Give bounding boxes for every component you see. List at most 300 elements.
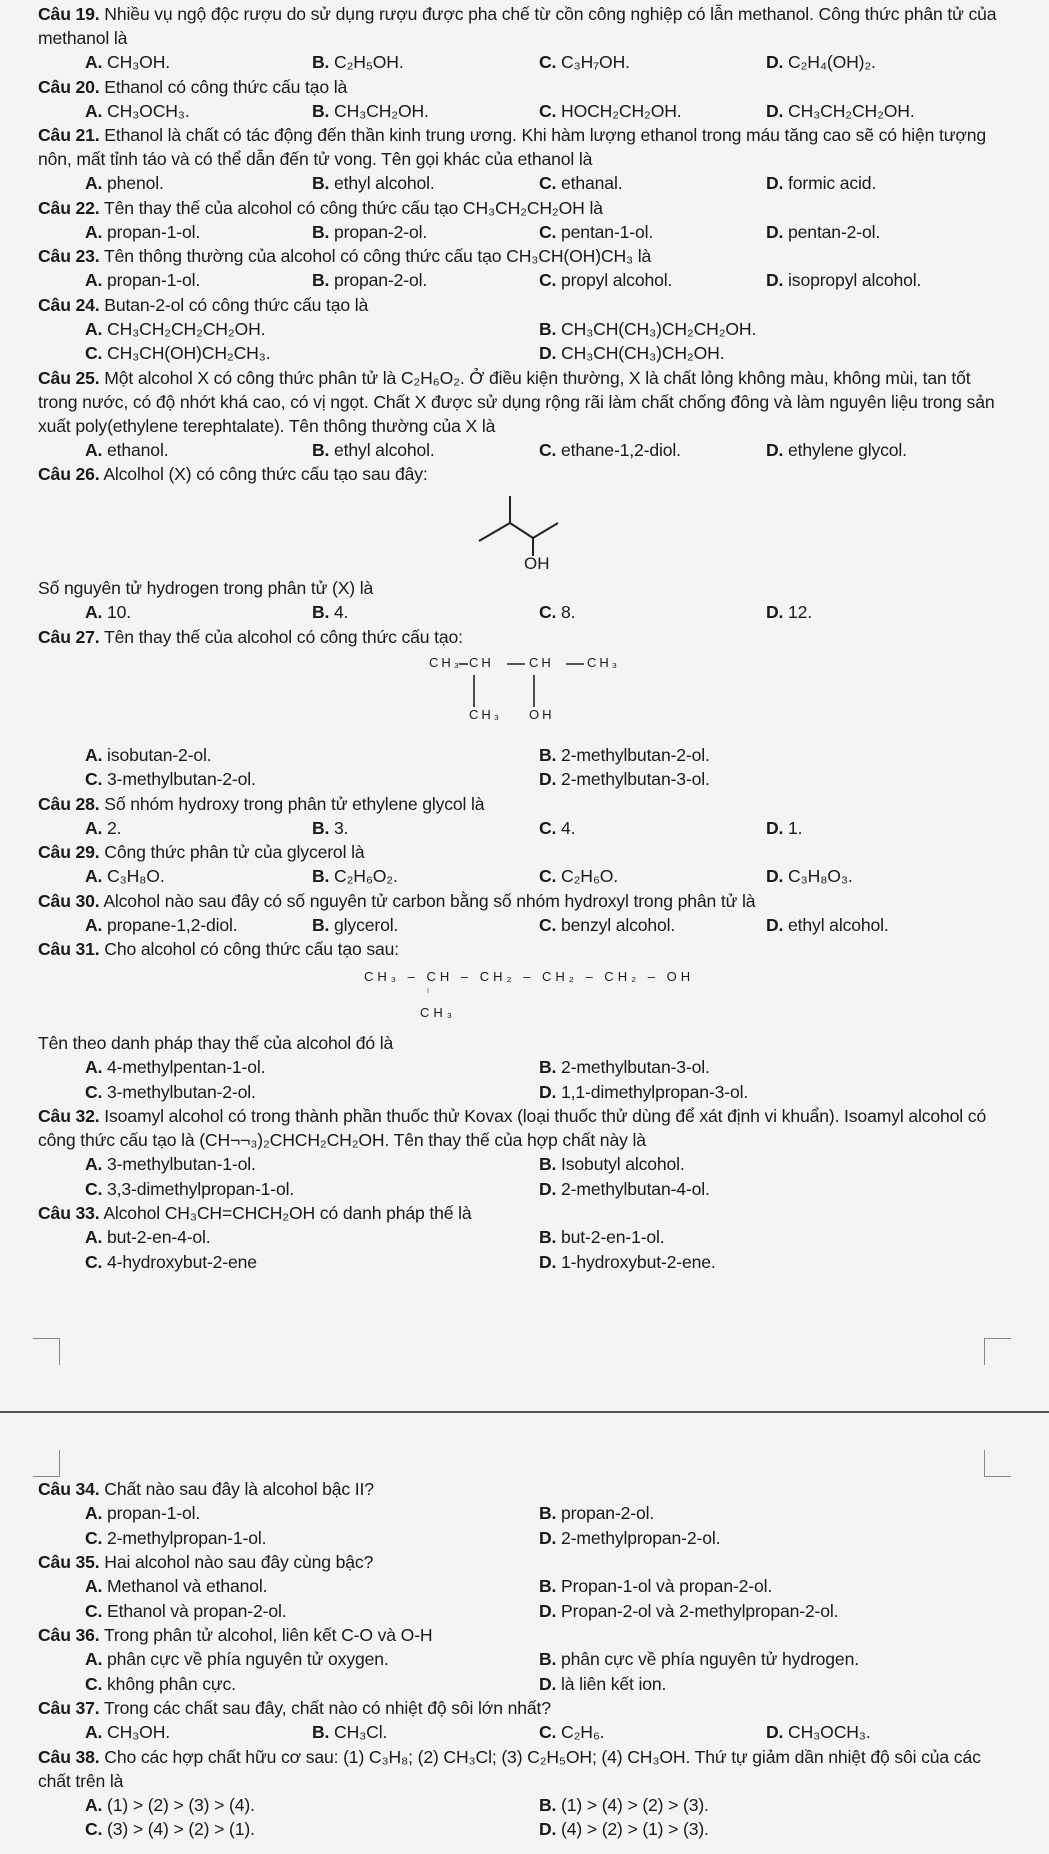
option-text: propan-1-ol. bbox=[102, 270, 201, 290]
option-letter: B. bbox=[312, 817, 330, 838]
question-number: Câu 22. bbox=[38, 197, 100, 218]
answer-option-d[interactable] bbox=[539, 1599, 993, 1624]
option-text: CH₃CH₂CH₂CH₂OH. bbox=[102, 318, 266, 339]
answer-options bbox=[85, 816, 998, 841]
question-number: Câu 23. bbox=[38, 246, 100, 266]
option-text: formic acid. bbox=[783, 173, 877, 193]
answer-option-d[interactable] bbox=[766, 913, 993, 938]
option-letter: C. bbox=[539, 914, 557, 935]
option-text: ethyl alcohol. bbox=[329, 439, 435, 460]
option-text: phenol. bbox=[102, 173, 164, 193]
option-letter: C. bbox=[539, 52, 557, 72]
question-block-q33 bbox=[38, 1201, 998, 1274]
option-text: CH₃CH(CH₃)CH₂OH. bbox=[556, 343, 725, 363]
answer-option-a[interactable] bbox=[85, 1720, 312, 1745]
question-text: Số nhóm hydroxy trong phân tử ethylene glycol là bbox=[99, 793, 485, 814]
answer-option-b[interactable] bbox=[539, 1501, 993, 1526]
question-number: Câu 35. bbox=[38, 1552, 100, 1572]
option-letter: B. bbox=[312, 221, 330, 242]
question-block-q19 bbox=[38, 2, 998, 75]
answer-option-d[interactable] bbox=[539, 1080, 993, 1105]
option-letter: C. bbox=[539, 866, 557, 886]
option-letter: D. bbox=[539, 1819, 557, 1839]
option-letter: A. bbox=[85, 1722, 103, 1742]
option-text: 2-methylbutan-3-ol. bbox=[556, 1057, 710, 1077]
question-block-q31 bbox=[38, 937, 998, 1104]
option-text: 3-methylbutan-2-ol. bbox=[102, 1081, 256, 1102]
answer-options bbox=[85, 1501, 998, 1550]
answer-options bbox=[85, 864, 998, 889]
option-text: 3-methylbutan-1-ol. bbox=[102, 1154, 256, 1174]
option-text: Ethanol và propan-2-ol. bbox=[102, 1600, 287, 1621]
option-text: 4-methylpentan-1-ol. bbox=[102, 1057, 266, 1077]
option-text: ethylene glycol. bbox=[783, 439, 907, 460]
option-letter: C. bbox=[85, 343, 103, 363]
option-text: 4. bbox=[556, 817, 576, 838]
option-letter: D. bbox=[766, 221, 784, 242]
skeletal-formula-icon bbox=[38, 486, 998, 576]
chain-atom: CH₃ bbox=[587, 654, 621, 670]
question-number: Câu 20. bbox=[38, 76, 100, 97]
option-text: CH₃OCH₃. bbox=[783, 1722, 871, 1742]
option-text: but-2-en-1-ol. bbox=[556, 1227, 665, 1247]
answer-option-a[interactable] bbox=[85, 600, 312, 625]
answer-option-d[interactable] bbox=[766, 50, 993, 75]
answer-option-c[interactable] bbox=[85, 1177, 539, 1202]
question-text: Ethanol có công thức cấu tạo là bbox=[99, 76, 348, 97]
option-text: phân cực về phía nguyên tử hydrogen. bbox=[556, 1649, 859, 1669]
question-stem bbox=[38, 366, 998, 438]
option-letter: D. bbox=[539, 1600, 557, 1621]
option-letter: A. bbox=[85, 100, 103, 121]
option-letter: B. bbox=[539, 1154, 557, 1174]
option-letter: A. bbox=[85, 1503, 103, 1523]
answer-option-c[interactable] bbox=[85, 1250, 539, 1275]
option-text: Methanol và ethanol. bbox=[102, 1576, 268, 1596]
question-text: Butan-2-ol có công thức cấu tạo là bbox=[99, 294, 369, 315]
option-letter: D. bbox=[539, 1673, 557, 1694]
option-text: CH₃CH(OH)CH₂CH₃. bbox=[102, 343, 271, 363]
option-letter: B. bbox=[312, 1722, 330, 1742]
answer-option-d[interactable] bbox=[766, 268, 993, 293]
option-text: 2-methylbutan-2-ol. bbox=[556, 744, 710, 765]
option-text: CH₃CH₂CH₂OH. bbox=[783, 100, 915, 121]
condensed-structure-formula bbox=[38, 961, 998, 1031]
answer-option-d[interactable] bbox=[539, 341, 993, 366]
option-letter: B. bbox=[539, 1649, 557, 1669]
option-letter: A. bbox=[85, 270, 103, 290]
answer-option-d[interactable] bbox=[766, 438, 993, 463]
answer-option-c[interactable] bbox=[85, 1599, 539, 1624]
answer-option-b[interactable] bbox=[312, 99, 539, 124]
question-block-q37 bbox=[38, 1696, 998, 1745]
question-stem bbox=[38, 937, 998, 961]
option-text: 12. bbox=[783, 602, 813, 622]
answer-option-b[interactable] bbox=[539, 1793, 993, 1818]
answer-options bbox=[85, 1720, 998, 1745]
question-number: Câu 21. bbox=[38, 125, 100, 145]
answer-option-b[interactable] bbox=[312, 220, 539, 245]
answer-option-c[interactable] bbox=[85, 1817, 539, 1842]
answer-options bbox=[85, 1793, 998, 1842]
answer-option-a[interactable] bbox=[85, 268, 312, 293]
option-text: C₂H₆. bbox=[556, 1722, 605, 1742]
answer-option-a[interactable] bbox=[85, 1793, 539, 1818]
option-text: C₂H₅OH. bbox=[329, 52, 404, 72]
answer-option-b[interactable] bbox=[539, 1152, 993, 1177]
option-text: propane-1,2-diol. bbox=[102, 914, 238, 935]
question-stem bbox=[38, 792, 998, 816]
question-text: Hai alcohol nào sau đây cùng bậc? bbox=[99, 1552, 374, 1572]
option-letter: C. bbox=[539, 221, 557, 242]
option-letter: D. bbox=[766, 439, 784, 460]
bond-lines bbox=[38, 961, 998, 1031]
option-letter: A. bbox=[85, 914, 103, 935]
option-letter: B. bbox=[312, 270, 330, 290]
question-stem bbox=[38, 123, 998, 171]
answer-option-a[interactable] bbox=[85, 220, 312, 245]
option-letter: C. bbox=[85, 1178, 103, 1199]
option-letter: D. bbox=[539, 769, 557, 789]
question-number: Câu 26. bbox=[38, 464, 100, 484]
question-block-q20 bbox=[38, 75, 998, 124]
answer-option-a[interactable] bbox=[85, 317, 539, 342]
option-letter: D. bbox=[766, 270, 784, 290]
answer-option-b[interactable] bbox=[312, 816, 539, 841]
answer-option-c[interactable] bbox=[539, 600, 766, 625]
option-letter: D. bbox=[539, 1081, 557, 1102]
question-text: Một alcohol X có công thức phân tử là C₂H₆O₂. Ở điều kiện thường, X là chất lỏng không màu, không mùi, tan tốt trong nước, có độ nhớt khá cao, có vị ngọt. Chất X được sử dụng rộng rãi làm chất chống đông và làm nguyên liệu trong sản xuất poly(ethylene terephtalate). Tên thông thường của X là bbox=[38, 367, 995, 436]
option-text: 1. bbox=[783, 817, 803, 838]
option-text: 1,1-dimethylpropan-3-ol. bbox=[556, 1081, 749, 1102]
question-block-q32 bbox=[38, 1104, 998, 1201]
question-stem bbox=[38, 1696, 998, 1720]
option-text: 3-methylbutan-2-ol. bbox=[102, 769, 256, 789]
option-letter: C. bbox=[85, 1251, 103, 1272]
option-letter: D. bbox=[766, 914, 784, 935]
option-letter: C. bbox=[539, 173, 557, 193]
answer-options bbox=[85, 99, 998, 124]
question-number: Câu 19. bbox=[38, 4, 100, 24]
answer-option-a[interactable] bbox=[85, 816, 312, 841]
question-text: Chất nào sau đây là alcohol bậc II? bbox=[99, 1479, 374, 1499]
option-text: Propan-2-ol và 2-methylpropan-2-ol. bbox=[556, 1600, 839, 1621]
answer-option-d[interactable] bbox=[766, 171, 993, 196]
answer-option-c[interactable] bbox=[85, 1672, 539, 1697]
option-letter: D. bbox=[539, 343, 557, 363]
option-letter: A. bbox=[85, 221, 103, 242]
option-text: C₂H₆O₂. bbox=[329, 866, 398, 886]
option-letter: D. bbox=[766, 602, 784, 622]
option-text: but-2-en-4-ol. bbox=[102, 1227, 211, 1247]
answer-option-b[interactable] bbox=[312, 913, 539, 938]
answer-option-c[interactable] bbox=[85, 767, 539, 792]
question-stem bbox=[38, 1477, 998, 1501]
branch-methyl: CH₃ bbox=[420, 1005, 457, 1020]
answer-option-a[interactable] bbox=[85, 1055, 539, 1080]
question-number: Câu 37. bbox=[38, 1698, 100, 1718]
question-text: Tên thay thế của alcohol có công thức cấu tạo CH₃CH₂CH₂OH là bbox=[99, 197, 603, 218]
option-text: CH₃OCH₃. bbox=[102, 100, 190, 121]
option-letter: B. bbox=[312, 914, 330, 935]
answer-options bbox=[85, 50, 998, 75]
option-text: C₂H₄(OH)₂. bbox=[783, 52, 876, 72]
answer-options bbox=[85, 171, 998, 196]
option-letter: A. bbox=[85, 866, 103, 886]
answer-options bbox=[85, 1225, 998, 1274]
answer-option-d[interactable] bbox=[539, 1250, 993, 1275]
option-text: 2. bbox=[102, 817, 122, 838]
question-subtext: Số nguyên tử hydrogen trong phân tử (X) là bbox=[38, 578, 374, 598]
option-text: CH₃CH₂OH. bbox=[329, 100, 429, 121]
question-stem bbox=[38, 1550, 998, 1574]
option-text: 2-methylbutan-4-ol. bbox=[556, 1178, 710, 1199]
option-letter: A. bbox=[85, 1227, 103, 1247]
question-block-q26 bbox=[38, 462, 998, 625]
option-text: (3) > (4) > (2) > (1). bbox=[102, 1819, 255, 1839]
question-text: Ethanol là chất có tác động đến thần kinh trung ương. Khi hàm lượng ethanol trong máu tăng cao sẽ có hiện tượng nôn, mất tỉnh táo và có thể dẫn đến tử vong. Tên gọi khác của ethanol là bbox=[38, 125, 987, 169]
question-block-q36 bbox=[38, 1623, 998, 1696]
option-letter: D. bbox=[766, 1722, 784, 1742]
answer-option-a[interactable] bbox=[85, 743, 539, 768]
option-text: ethyl alcohol. bbox=[329, 173, 435, 193]
question-text: Isoamyl alcohol có trong thành phần thuốc thử Kovax (loại thuốc thử dùng để xát định vi khuẩn). Isoamyl alcohol có công thức cấu tạo là (CH¬¬₃)₂CHCH₂CH₂OH. Tên thay thế của hợp chất này là bbox=[38, 1106, 987, 1150]
question-stem bbox=[38, 196, 998, 220]
option-text: (4) > (2) > (1) > (3). bbox=[556, 1819, 709, 1839]
answer-option-b[interactable] bbox=[539, 1647, 993, 1672]
option-text: C₃H₈O₃. bbox=[783, 866, 853, 886]
chain-atom: CH bbox=[529, 654, 554, 670]
answer-option-b[interactable] bbox=[312, 864, 539, 889]
option-text: pentan-1-ol. bbox=[556, 221, 654, 242]
question-stem bbox=[38, 625, 998, 649]
answer-option-a[interactable] bbox=[85, 913, 312, 938]
question-number: Câu 30. bbox=[38, 890, 100, 911]
option-letter: C. bbox=[539, 439, 557, 460]
question-stem bbox=[38, 1623, 998, 1647]
answer-option-d[interactable] bbox=[539, 1672, 993, 1697]
option-text: Isobutyl alcohol. bbox=[556, 1154, 685, 1174]
answer-option-b[interactable] bbox=[539, 743, 993, 768]
answer-option-a[interactable] bbox=[85, 1647, 539, 1672]
answer-option-a[interactable] bbox=[85, 1225, 539, 1250]
option-letter: D. bbox=[766, 817, 784, 838]
option-letter: A. bbox=[85, 1576, 103, 1596]
question-block-q34 bbox=[38, 1477, 998, 1550]
answer-option-d[interactable] bbox=[766, 864, 993, 889]
option-letter: A. bbox=[85, 1649, 103, 1669]
question-stem bbox=[38, 1104, 998, 1152]
option-letter: C. bbox=[85, 1673, 103, 1694]
condensed-structure-formula bbox=[38, 649, 998, 743]
option-text: C₃H₇OH. bbox=[556, 52, 630, 72]
option-text: CH₃CH(CH₃)CH₂CH₂OH. bbox=[556, 318, 757, 339]
page-1-content bbox=[38, 2, 998, 1274]
option-text: 2-methylpropan-2-ol. bbox=[556, 1527, 721, 1548]
answer-option-b[interactable] bbox=[312, 1720, 539, 1745]
answer-option-d[interactable] bbox=[766, 99, 993, 124]
option-letter: B. bbox=[539, 744, 557, 765]
option-letter: A. bbox=[85, 52, 103, 72]
answer-option-a[interactable] bbox=[85, 99, 312, 124]
answer-option-d[interactable] bbox=[766, 1720, 993, 1745]
answer-options bbox=[85, 1055, 998, 1104]
option-letter: D. bbox=[539, 1178, 557, 1199]
option-text: không phân cực. bbox=[102, 1673, 236, 1694]
answer-option-d[interactable] bbox=[539, 1817, 993, 1842]
answer-option-b[interactable] bbox=[539, 317, 993, 342]
option-text: 4-hydroxybut-2-ene bbox=[102, 1251, 257, 1272]
question-block-q24 bbox=[38, 293, 998, 366]
question-text: Alcohol CH₃CH=CHCH₂OH có danh pháp thế là bbox=[99, 1203, 472, 1223]
answer-option-d[interactable] bbox=[766, 220, 993, 245]
option-letter: C. bbox=[85, 1819, 103, 1839]
question-number: Câu 36. bbox=[38, 1625, 100, 1645]
option-text: 2-methylpropan-1-ol. bbox=[102, 1527, 267, 1548]
answer-option-d[interactable] bbox=[539, 767, 993, 792]
question-block-q25 bbox=[38, 366, 998, 463]
answer-option-c[interactable] bbox=[85, 1080, 539, 1105]
option-text: 3,3-dimethylpropan-1-ol. bbox=[102, 1178, 295, 1199]
answer-option-d[interactable] bbox=[766, 816, 993, 841]
question-number: Câu 33. bbox=[38, 1203, 100, 1223]
answer-option-c[interactable] bbox=[539, 913, 766, 938]
question-stem bbox=[38, 1201, 998, 1225]
question-text: Cho alcohol có công thức cấu tạo sau: bbox=[99, 939, 400, 959]
answer-option-c[interactable] bbox=[539, 220, 766, 245]
bond-lines bbox=[38, 649, 998, 743]
option-letter: D. bbox=[766, 173, 784, 193]
question-text: Trong các chất sau đây, chất nào có nhiệt độ sôi lớn nhất? bbox=[99, 1698, 551, 1718]
question-stem bbox=[38, 889, 998, 913]
option-letter: D. bbox=[539, 1527, 557, 1548]
answer-option-b[interactable] bbox=[539, 1225, 993, 1250]
answer-option-b[interactable] bbox=[312, 50, 539, 75]
option-letter: C. bbox=[539, 100, 557, 121]
option-letter: B. bbox=[312, 866, 330, 886]
answer-option-c[interactable] bbox=[539, 99, 766, 124]
option-letter: B. bbox=[312, 439, 330, 460]
answer-option-a[interactable] bbox=[85, 1501, 539, 1526]
option-letter: A. bbox=[85, 173, 103, 193]
answer-option-c[interactable] bbox=[85, 341, 539, 366]
question-block-q28 bbox=[38, 792, 998, 841]
answer-options bbox=[85, 1152, 998, 1201]
crop-mark-icon bbox=[33, 1338, 60, 1365]
answer-option-c[interactable] bbox=[85, 1526, 539, 1551]
answer-option-c[interactable] bbox=[539, 50, 766, 75]
option-text: phân cực về phía nguyên tử oxygen. bbox=[102, 1649, 389, 1669]
option-letter: C. bbox=[85, 1527, 103, 1548]
option-text: CH₃OH. bbox=[102, 52, 170, 72]
question-stem bbox=[38, 462, 998, 486]
option-text: ethanal. bbox=[556, 173, 623, 193]
option-letter: B. bbox=[312, 52, 330, 72]
answer-option-b[interactable] bbox=[539, 1055, 993, 1080]
answer-option-b[interactable] bbox=[312, 438, 539, 463]
answer-option-c[interactable] bbox=[539, 1720, 766, 1745]
answer-option-a[interactable] bbox=[85, 50, 312, 75]
question-stem bbox=[38, 2, 998, 50]
option-text: benzyl alcohol. bbox=[556, 914, 676, 935]
option-text: 4. bbox=[329, 602, 349, 622]
option-letter: A. bbox=[85, 1794, 103, 1815]
answer-option-b[interactable] bbox=[312, 268, 539, 293]
question-block-q38 bbox=[38, 1745, 998, 1842]
option-letter: C. bbox=[85, 769, 103, 789]
option-text: propan-2-ol. bbox=[329, 221, 428, 242]
answer-options bbox=[85, 268, 998, 293]
option-text: propan-2-ol. bbox=[329, 270, 428, 290]
option-letter: B. bbox=[312, 173, 330, 193]
answer-option-a[interactable] bbox=[85, 864, 312, 889]
answer-option-d[interactable] bbox=[766, 600, 993, 625]
option-text: isopropyl alcohol. bbox=[783, 270, 922, 290]
option-text: là liên kết ion. bbox=[556, 1673, 667, 1694]
option-text: 2-methylbutan-3-ol. bbox=[556, 769, 710, 789]
answer-option-a[interactable] bbox=[85, 438, 312, 463]
answer-options bbox=[85, 743, 998, 792]
answer-option-a[interactable] bbox=[85, 171, 312, 196]
option-letter: C. bbox=[85, 1081, 103, 1102]
answer-option-b[interactable] bbox=[312, 171, 539, 196]
question-number: Câu 38. bbox=[38, 1746, 100, 1767]
answer-options bbox=[85, 1647, 998, 1696]
answer-option-d[interactable] bbox=[539, 1177, 993, 1202]
question-number: Câu 25. bbox=[38, 367, 100, 388]
option-text: C₃H₈O. bbox=[102, 866, 165, 886]
question-block-q30 bbox=[38, 889, 998, 938]
answer-option-a[interactable] bbox=[85, 1574, 539, 1599]
question-stem bbox=[38, 244, 998, 268]
option-letter: A. bbox=[85, 744, 103, 765]
answer-option-c[interactable] bbox=[539, 816, 766, 841]
answer-options bbox=[85, 317, 998, 366]
document-page-2 bbox=[0, 1413, 1049, 1854]
answer-option-c[interactable] bbox=[539, 438, 766, 463]
crop-mark-icon bbox=[984, 1338, 1011, 1365]
option-text: CH₃OH. bbox=[102, 1722, 170, 1742]
main-chain: CH₃ – CH – CH₂ – CH₂ – CH₂ – OH bbox=[364, 969, 695, 984]
answer-options bbox=[85, 913, 998, 938]
question-block-q35 bbox=[38, 1550, 998, 1623]
question-text: Alcolhol (X) có công thức cấu tạo sau đây: bbox=[99, 464, 428, 484]
option-letter: D. bbox=[539, 1251, 557, 1272]
option-letter: B. bbox=[539, 1057, 557, 1077]
branch-hydroxyl: OH bbox=[529, 706, 555, 722]
answer-options bbox=[85, 600, 998, 625]
option-text: pentan-2-ol. bbox=[783, 221, 881, 242]
answer-option-c[interactable] bbox=[539, 171, 766, 196]
question-block-q29 bbox=[38, 840, 998, 889]
answer-option-d[interactable] bbox=[539, 1526, 993, 1551]
question-block-q21 bbox=[38, 123, 998, 196]
option-text: 8. bbox=[556, 602, 576, 622]
answer-option-a[interactable] bbox=[85, 1152, 539, 1177]
question-number: Câu 24. bbox=[38, 294, 100, 315]
option-letter: C. bbox=[539, 602, 557, 622]
option-text: glycerol. bbox=[329, 914, 399, 935]
answer-option-b[interactable] bbox=[539, 1574, 993, 1599]
answer-option-b[interactable] bbox=[312, 600, 539, 625]
answer-option-c[interactable] bbox=[539, 864, 766, 889]
option-text: 3. bbox=[329, 817, 349, 838]
option-letter: B. bbox=[312, 100, 330, 121]
question-block-q22 bbox=[38, 196, 998, 245]
answer-options bbox=[85, 1574, 998, 1623]
option-text: CH₃Cl. bbox=[329, 1722, 388, 1742]
answer-option-c[interactable] bbox=[539, 268, 766, 293]
